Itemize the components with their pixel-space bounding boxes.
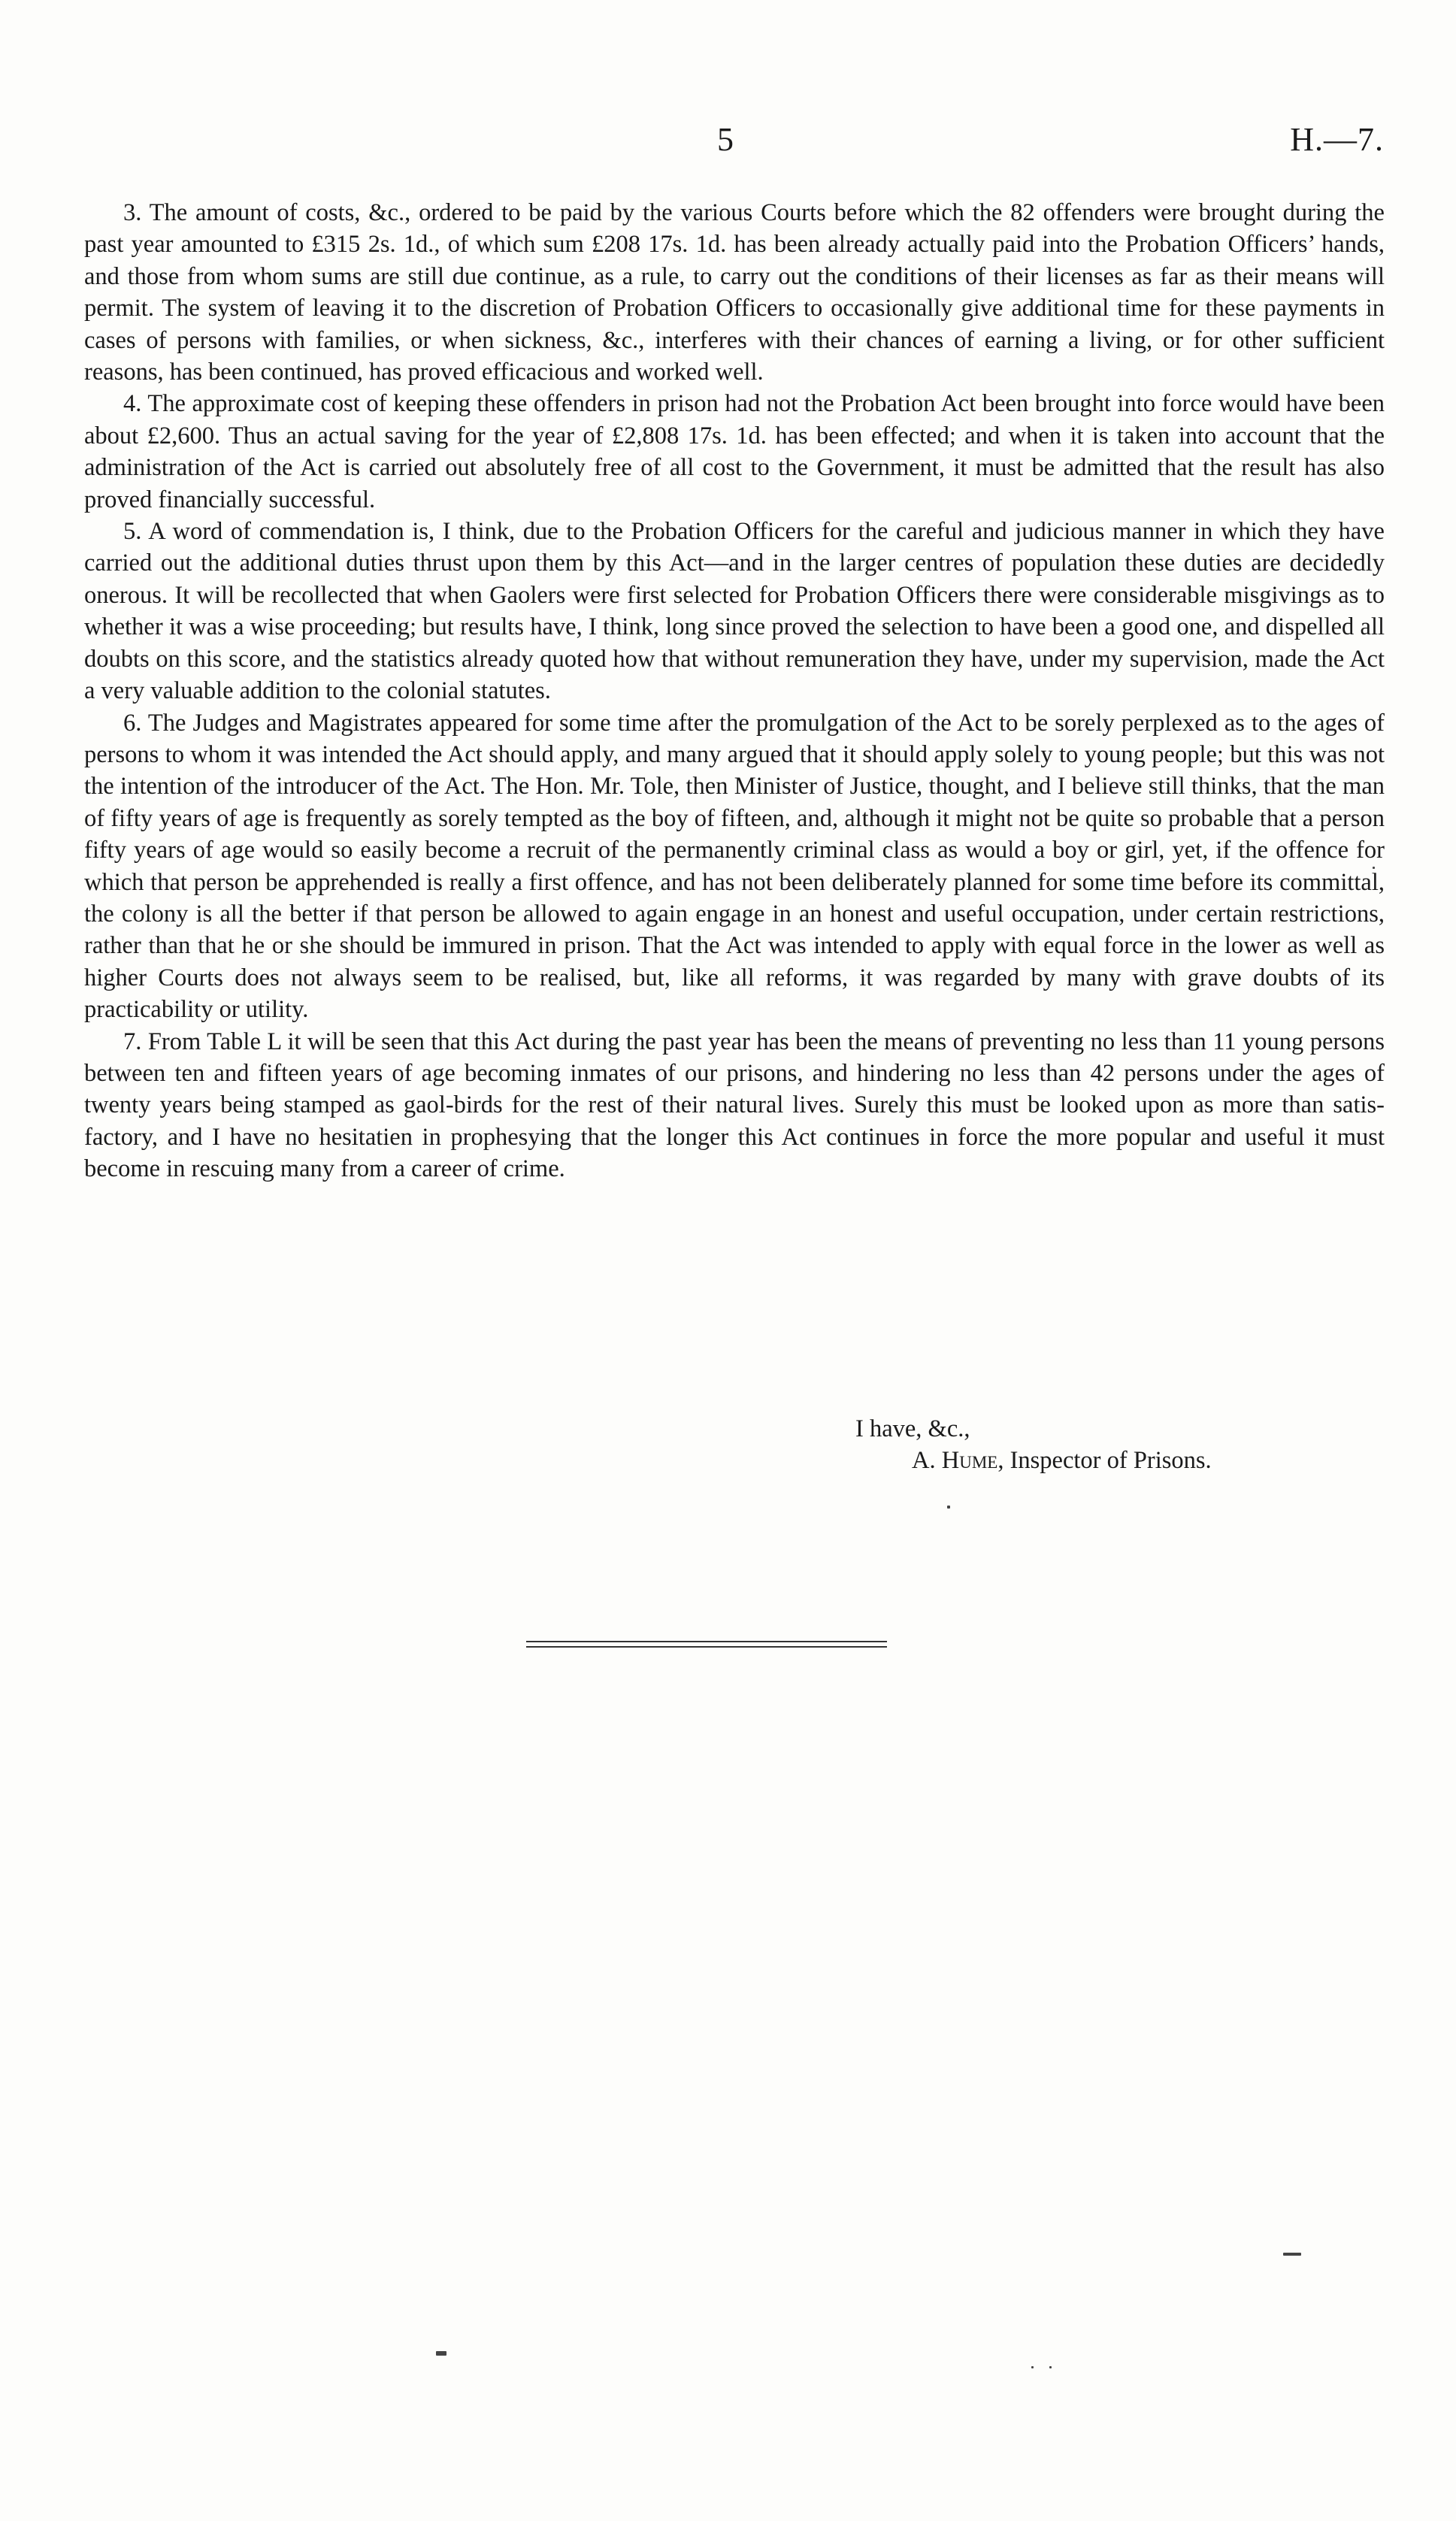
scan-speck (1283, 2253, 1301, 2256)
signature-line (912, 1445, 1212, 1476)
rule-top (526, 1641, 887, 1642)
document-reference: H.—7. (1290, 121, 1384, 158)
paragraph-3: 3. The amount of costs, &c., ordered to be paid by the various Courts before which the 82 offenders were brought during the past year amounted to £315 2s. 1d., of which sum £208 17s. 1d. has been already actually paid into the Probation Officers’ hands, and those from whom sums are still due continue, as a rule, to carry out the conditions of their licenses as far as their means will permit. The system of leaving it to the discretion of Probation Officers to occasionally give additional time for these payments in cases of persons with families, or when sickness, &c., interferes with their chances of earning a living, or for other sufficient reasons, has been continued, has proved efficacious and worked well. (84, 199, 1385, 386)
paragraph-7: 7. From Table L it will be seen that this Act during the past year has been the means of preventing no less than 11 young persons between ten and fifteen years of age becoming inmates of our prisons, and hindering no less than 42 persons under the ages of twenty years being stamped as gaol-birds for the rest of their natural lives. Surely this must be looked upon as more than satisfactory, and I have no hesitatien in prophesying that the longer this Act continues in force the more popular and useful it must become in rescuing many from a career of crime. (84, 1027, 1385, 1183)
closing-double-rule (526, 1641, 887, 1651)
closing-greeting: I have, &c., (855, 1415, 970, 1442)
signer-title: , Inspector of Prisons. (997, 1447, 1212, 1474)
page-number: 5 (717, 121, 734, 158)
report-body (84, 197, 1385, 1185)
rule-bottom (526, 1646, 887, 1648)
scan-speck (1031, 2366, 1034, 2368)
scan-speck (1373, 867, 1375, 869)
scan-speck (947, 1506, 950, 1509)
scan-speck (436, 2351, 446, 2356)
letter-closing (855, 1413, 1212, 1476)
paragraph-5: 5. A word of commendation is, I think, due to the Probation Officers for the careful and judicious manner in which they have carried out the additional duties thrust upon them by this Act—and in the larger centres of population these duties are decidedly onerous. It will be recollected that when Gaolers were first selected for Probation Officers there were considerable misgivings as to whether it was a wise proceeding; but results have, I think, long since proved the selection to have been a good one, and dispelled all doubts on this score, and the statistics already quoted how that without remuneration they have, under my supervision, made the Act a very valuable addition to the colonial statutes. (84, 518, 1385, 705)
scan-speck (1049, 2366, 1052, 2368)
signer-surname: Hume (941, 1447, 998, 1474)
paragraph-4: 4. The approximate cost of keeping these offenders in prison had not the Probation Act been brought into force would have been about £2,600. Thus an actual saving for the year of £2,808 17s. 1d. has been effected; and when it is taken into account that the administration of the Act is carried out absolutely free of all cost to the Government, it must be admitted that the result has also proved financially successful. (84, 390, 1385, 513)
paragraph-6: 6. The Judges and Magistrates appeared for some time after the promulgation of the Act to be sorely perplexed as to the ages of persons to whom it was intended the Act should apply, and many argued that it should apply solely to young people; but this was not the intention of the introducer of the Act. The Hon. Mr. Tole, then Minister of Justice, thought, and I believe still thinks, that the man of fifty years of age is frequently as sorely tempted as the boy of fifteen, and, although it might not be quite so probable that a person fifty years of age would so easily become a recruit of the permanently criminal class as would a boy or girl, yet, if the offence for which that person be apprehended is really a first offence, and has not been deliberately planned for some time before its committal, the colony is all the better if that person be allowed to again engage in an honest and useful occupation, under certain restrictions, rather than that he or she should be immured in prison. That the Act was intended to apply with equal force in the lower as well as higher Courts does not always seem to be realised, but, like all reforms, it was regarded by many with grave doubts of its practicability or utility. (84, 709, 1385, 1024)
signer-initial: A. (912, 1447, 942, 1474)
